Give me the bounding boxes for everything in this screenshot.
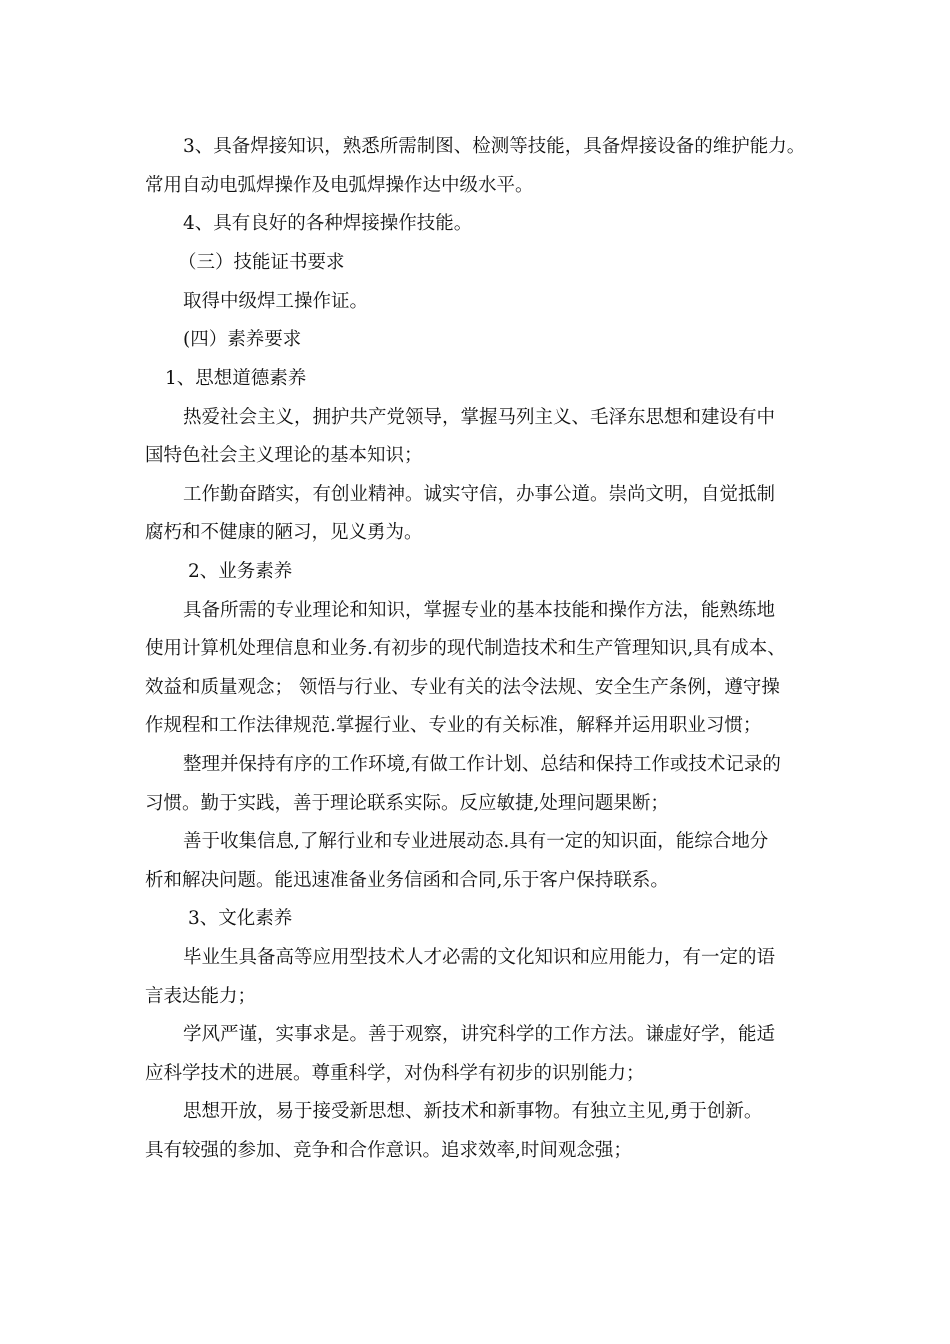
text-line: 常用自动电弧焊操作及电弧焊操作达中级水平。 xyxy=(145,175,534,196)
text-line: 言表达能力； xyxy=(145,986,257,1007)
subsection-heading: 2、业务素养 xyxy=(188,561,293,582)
text-line: 作规程和工作法律规范.掌握行业、专业的有关标准，解释并运用职业习惯； xyxy=(145,715,762,736)
section-heading: （三）技能证书要求 xyxy=(178,252,345,273)
text-line: 工作勤奋踏实，有创业精神。诚实守信，办事公道。崇尚文明，自觉抵制 xyxy=(183,484,776,505)
text-line: 析和解决问题。能迅速准备业务信函和合同,乐于客户保持联系。 xyxy=(145,870,669,891)
text-line: 具有较强的参加、竞争和合作意识。追求效率,时间观念强； xyxy=(145,1140,632,1161)
text-line: 学风严谨，实事求是。善于观察，讲究科学的工作方法。谦虚好学，能适 xyxy=(183,1024,776,1045)
text-line: 毕业生具备高等应用型技术人才必需的文化知识和应用能力，有一定的语 xyxy=(183,947,776,968)
subsection-heading: 1、思想道德素养 xyxy=(165,368,307,389)
text-line: 4、具有良好的各种焊接操作技能。 xyxy=(183,213,473,234)
text-line: 应科学技术的进展。尊重科学，对伪科学有初步的识别能力； xyxy=(145,1063,645,1084)
subsection-heading: 3、文化素养 xyxy=(188,908,293,929)
section-heading: (四）素养要求 xyxy=(183,329,302,350)
text-line: 腐朽和不健康的陋习，见义勇为。 xyxy=(145,522,423,543)
text-line: 国特色社会主义理论的基本知识； xyxy=(145,445,423,466)
text-line: 善于收集信息,了解行业和专业进展动态.具有一定的知识面，能综合地分 xyxy=(183,831,769,852)
text-line: 具备所需的专业理论和知识，掌握专业的基本技能和操作方法，能熟练地 xyxy=(183,600,776,621)
text-line: 使用计算机处理信息和业务.有初步的现代制造技术和生产管理知识,具有成本、 xyxy=(145,638,786,659)
text-line: 效益和质量观念； 领悟与行业、专业有关的法令法规、安全生产条例，遵守操 xyxy=(145,677,780,698)
text-line: 3、具备焊接知识，熟悉所需制图、检测等技能，具备焊接设备的维护能力。 xyxy=(183,136,806,157)
text-line: 热爱社会主义，拥护共产党领导，掌握马列主义、毛泽东思想和建设有中 xyxy=(183,407,776,428)
text-line: 思想开放，易于接受新思想、新技术和新事物。有独立主见,勇于创新。 xyxy=(183,1101,763,1122)
text-line: 取得中级焊工操作证。 xyxy=(183,291,369,312)
text-line: 习惯。勤于实践，善于理论联系实际。反应敏捷,处理问题果断； xyxy=(145,793,669,814)
text-line: 整理并保持有序的工作环境,有做工作计划、总结和保持工作或技术记录的 xyxy=(183,754,781,775)
